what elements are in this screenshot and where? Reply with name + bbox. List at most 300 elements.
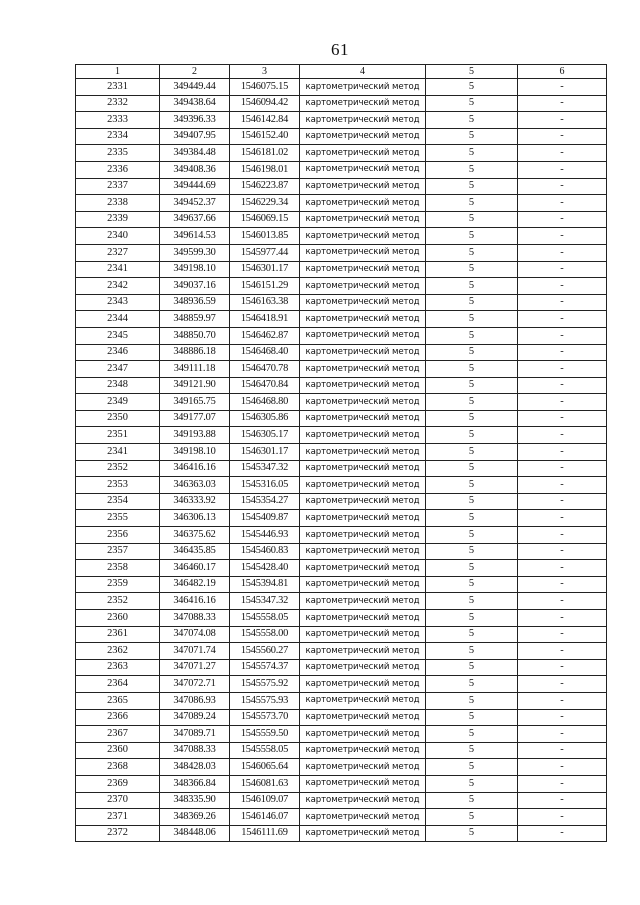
table-row — [76, 742, 607, 759]
coordinates-table — [75, 64, 607, 842]
y-coordinate-cell: 1546081.63 — [230, 775, 300, 792]
note-cell: - — [518, 493, 607, 510]
point-number-cell: 2360 — [76, 610, 160, 627]
table-row — [76, 493, 607, 510]
point-number-cell: 2342 — [76, 278, 160, 295]
y-coordinate-cell: 1545347.32 — [230, 460, 300, 477]
table-row — [76, 626, 607, 643]
note-cell: - — [518, 775, 607, 792]
accuracy-cell: 5 — [426, 643, 518, 660]
y-coordinate-cell: 1545559.50 — [230, 726, 300, 743]
point-number-cell: 2341 — [76, 261, 160, 278]
point-number-cell: 2344 — [76, 311, 160, 328]
table-body — [76, 79, 607, 842]
accuracy-cell: 5 — [426, 95, 518, 112]
point-number-cell: 2372 — [76, 825, 160, 842]
table-row — [76, 759, 607, 776]
table-row — [76, 394, 607, 411]
method-cell: картометрический метод — [300, 311, 426, 328]
table-row — [76, 311, 607, 328]
point-number-cell: 2357 — [76, 543, 160, 560]
x-coordinate-cell: 349111.18 — [160, 361, 230, 378]
x-coordinate-cell: 349599.30 — [160, 244, 230, 261]
method-cell: картометрический метод — [300, 79, 426, 96]
accuracy-cell: 5 — [426, 676, 518, 693]
accuracy-cell: 5 — [426, 327, 518, 344]
method-cell: картометрический метод — [300, 112, 426, 129]
point-number-cell: 2354 — [76, 493, 160, 510]
method-cell: картометрический метод — [300, 593, 426, 610]
x-coordinate-cell: 346333.92 — [160, 493, 230, 510]
table-row — [76, 410, 607, 427]
method-cell: картометрический метод — [300, 809, 426, 826]
note-cell: - — [518, 95, 607, 112]
y-coordinate-cell: 1546094.42 — [230, 95, 300, 112]
method-cell: картометрический метод — [300, 510, 426, 527]
table-row — [76, 510, 607, 527]
y-coordinate-cell: 1545460.83 — [230, 543, 300, 560]
table-row — [76, 327, 607, 344]
note-cell: - — [518, 593, 607, 610]
method-cell: картометрический метод — [300, 527, 426, 544]
y-coordinate-cell: 1546223.87 — [230, 178, 300, 195]
y-coordinate-cell: 1546181.02 — [230, 145, 300, 162]
table-header-row — [76, 65, 607, 79]
x-coordinate-cell: 349396.33 — [160, 112, 230, 129]
x-coordinate-cell: 347088.33 — [160, 742, 230, 759]
accuracy-cell: 5 — [426, 809, 518, 826]
x-coordinate-cell: 349637.66 — [160, 211, 230, 228]
point-number-cell: 2368 — [76, 759, 160, 776]
x-coordinate-cell: 347074.08 — [160, 626, 230, 643]
note-cell: - — [518, 128, 607, 145]
method-cell: картометрический метод — [300, 344, 426, 361]
point-number-cell: 2333 — [76, 112, 160, 129]
point-number-cell: 2353 — [76, 477, 160, 494]
accuracy-cell: 5 — [426, 825, 518, 842]
method-cell: картометрический метод — [300, 792, 426, 809]
point-number-cell: 2340 — [76, 228, 160, 245]
table-row — [76, 460, 607, 477]
note-cell: - — [518, 394, 607, 411]
column-header: 3 — [230, 65, 300, 79]
method-cell: картометрический метод — [300, 460, 426, 477]
accuracy-cell: 5 — [426, 709, 518, 726]
y-coordinate-cell: 1546470.84 — [230, 377, 300, 394]
point-number-cell: 2365 — [76, 692, 160, 709]
accuracy-cell: 5 — [426, 560, 518, 577]
note-cell: - — [518, 692, 607, 709]
method-cell: картометрический метод — [300, 610, 426, 627]
table-row — [76, 692, 607, 709]
x-coordinate-cell: 348335.90 — [160, 792, 230, 809]
accuracy-cell: 5 — [426, 593, 518, 610]
x-coordinate-cell: 349449.44 — [160, 79, 230, 96]
table-row — [76, 95, 607, 112]
method-cell: картометрический метод — [300, 294, 426, 311]
table-row — [76, 527, 607, 544]
x-coordinate-cell: 349438.64 — [160, 95, 230, 112]
method-cell: картометрический метод — [300, 95, 426, 112]
accuracy-cell: 5 — [426, 161, 518, 178]
table-row — [76, 444, 607, 461]
point-number-cell: 2351 — [76, 427, 160, 444]
y-coordinate-cell: 1546065.64 — [230, 759, 300, 776]
accuracy-cell: 5 — [426, 493, 518, 510]
y-coordinate-cell: 1545354.27 — [230, 493, 300, 510]
y-coordinate-cell: 1545977.44 — [230, 244, 300, 261]
y-coordinate-cell: 1546470.78 — [230, 361, 300, 378]
note-cell: - — [518, 228, 607, 245]
y-coordinate-cell: 1546198.01 — [230, 161, 300, 178]
note-cell: - — [518, 361, 607, 378]
column-header: 6 — [518, 65, 607, 79]
y-coordinate-cell: 1546305.86 — [230, 410, 300, 427]
x-coordinate-cell: 347086.93 — [160, 692, 230, 709]
accuracy-cell: 5 — [426, 477, 518, 494]
y-coordinate-cell: 1546069.15 — [230, 211, 300, 228]
method-cell: картометрический метод — [300, 775, 426, 792]
method-cell: картометрический метод — [300, 676, 426, 693]
accuracy-cell: 5 — [426, 510, 518, 527]
method-cell: картометрический метод — [300, 410, 426, 427]
method-cell: картометрический метод — [300, 327, 426, 344]
point-number-cell: 2348 — [76, 377, 160, 394]
point-number-cell: 2347 — [76, 361, 160, 378]
y-coordinate-cell: 1546075.15 — [230, 79, 300, 96]
y-coordinate-cell: 1546109.07 — [230, 792, 300, 809]
table-row — [76, 576, 607, 593]
x-coordinate-cell: 349408.36 — [160, 161, 230, 178]
method-cell: картометрический метод — [300, 244, 426, 261]
point-number-cell: 2346 — [76, 344, 160, 361]
page-number: 61 — [331, 40, 349, 59]
note-cell: - — [518, 527, 607, 544]
column-header: 1 — [76, 65, 160, 79]
note-cell: - — [518, 643, 607, 660]
point-number-cell: 2355 — [76, 510, 160, 527]
note-cell: - — [518, 659, 607, 676]
x-coordinate-cell: 348886.18 — [160, 344, 230, 361]
note-cell: - — [518, 211, 607, 228]
y-coordinate-cell: 1546163.38 — [230, 294, 300, 311]
method-cell: картометрический метод — [300, 643, 426, 660]
y-coordinate-cell: 1545394.81 — [230, 576, 300, 593]
y-coordinate-cell: 1546468.80 — [230, 394, 300, 411]
y-coordinate-cell: 1545558.00 — [230, 626, 300, 643]
x-coordinate-cell: 347072.71 — [160, 676, 230, 693]
method-cell: картометрический метод — [300, 195, 426, 212]
y-coordinate-cell: 1545573.70 — [230, 709, 300, 726]
x-coordinate-cell: 349384.48 — [160, 145, 230, 162]
method-cell: картометрический метод — [300, 477, 426, 494]
accuracy-cell: 5 — [426, 261, 518, 278]
table-row — [76, 560, 607, 577]
x-coordinate-cell: 347089.24 — [160, 709, 230, 726]
x-coordinate-cell: 349452.37 — [160, 195, 230, 212]
table-row — [76, 593, 607, 610]
table-row — [76, 161, 607, 178]
x-coordinate-cell: 346482.19 — [160, 576, 230, 593]
x-coordinate-cell: 348448.06 — [160, 825, 230, 842]
table-row — [76, 377, 607, 394]
accuracy-cell: 5 — [426, 410, 518, 427]
note-cell: - — [518, 510, 607, 527]
method-cell: картометрический метод — [300, 726, 426, 743]
x-coordinate-cell: 347071.27 — [160, 659, 230, 676]
point-number-cell: 2370 — [76, 792, 160, 809]
x-coordinate-cell: 347089.71 — [160, 726, 230, 743]
table-row — [76, 145, 607, 162]
point-number-cell: 2371 — [76, 809, 160, 826]
point-number-cell: 2343 — [76, 294, 160, 311]
method-cell: картометрический метод — [300, 493, 426, 510]
accuracy-cell: 5 — [426, 742, 518, 759]
point-number-cell: 2345 — [76, 327, 160, 344]
accuracy-cell: 5 — [426, 311, 518, 328]
table-row — [76, 211, 607, 228]
method-cell: картометрический метод — [300, 576, 426, 593]
x-coordinate-cell: 348366.84 — [160, 775, 230, 792]
accuracy-cell: 5 — [426, 195, 518, 212]
method-cell: картометрический метод — [300, 742, 426, 759]
point-number-cell: 2367 — [76, 726, 160, 743]
y-coordinate-cell: 1545558.05 — [230, 610, 300, 627]
point-number-cell: 2369 — [76, 775, 160, 792]
x-coordinate-cell: 348369.26 — [160, 809, 230, 826]
note-cell: - — [518, 460, 607, 477]
point-number-cell: 2335 — [76, 145, 160, 162]
y-coordinate-cell: 1546468.40 — [230, 344, 300, 361]
note-cell: - — [518, 610, 607, 627]
table-row — [76, 294, 607, 311]
method-cell: картометрический метод — [300, 543, 426, 560]
method-cell: картометрический метод — [300, 759, 426, 776]
note-cell: - — [518, 178, 607, 195]
method-cell: картометрический метод — [300, 692, 426, 709]
table-row — [76, 709, 607, 726]
point-number-cell: 2339 — [76, 211, 160, 228]
point-number-cell: 2361 — [76, 626, 160, 643]
note-cell: - — [518, 79, 607, 96]
accuracy-cell: 5 — [426, 112, 518, 129]
method-cell: картометрический метод — [300, 261, 426, 278]
note-cell: - — [518, 759, 607, 776]
x-coordinate-cell: 348936.59 — [160, 294, 230, 311]
y-coordinate-cell: 1546301.17 — [230, 444, 300, 461]
table-row — [76, 112, 607, 129]
accuracy-cell: 5 — [426, 527, 518, 544]
y-coordinate-cell: 1545575.92 — [230, 676, 300, 693]
y-coordinate-cell: 1545558.05 — [230, 742, 300, 759]
accuracy-cell: 5 — [426, 692, 518, 709]
method-cell: картометрический метод — [300, 361, 426, 378]
point-number-cell: 2338 — [76, 195, 160, 212]
column-header: 4 — [300, 65, 426, 79]
table-row — [76, 726, 607, 743]
x-coordinate-cell: 349614.53 — [160, 228, 230, 245]
point-number-cell: 2352 — [76, 460, 160, 477]
note-cell: - — [518, 543, 607, 560]
point-number-cell: 2331 — [76, 79, 160, 96]
accuracy-cell: 5 — [426, 244, 518, 261]
table-row — [76, 244, 607, 261]
table-row — [76, 427, 607, 444]
method-cell: картометрический метод — [300, 377, 426, 394]
y-coordinate-cell: 1546142.84 — [230, 112, 300, 129]
method-cell: картометрический метод — [300, 427, 426, 444]
x-coordinate-cell: 346435.85 — [160, 543, 230, 560]
accuracy-cell: 5 — [426, 775, 518, 792]
method-cell: картометрический метод — [300, 278, 426, 295]
y-coordinate-cell: 1546146.07 — [230, 809, 300, 826]
table-row — [76, 79, 607, 96]
point-number-cell: 2334 — [76, 128, 160, 145]
y-coordinate-cell: 1546151.29 — [230, 278, 300, 295]
note-cell: - — [518, 294, 607, 311]
note-cell: - — [518, 410, 607, 427]
accuracy-cell: 5 — [426, 79, 518, 96]
accuracy-cell: 5 — [426, 211, 518, 228]
accuracy-cell: 5 — [426, 610, 518, 627]
note-cell: - — [518, 112, 607, 129]
accuracy-cell: 5 — [426, 394, 518, 411]
x-coordinate-cell: 346416.16 — [160, 460, 230, 477]
x-coordinate-cell: 349198.10 — [160, 261, 230, 278]
point-number-cell: 2352 — [76, 593, 160, 610]
method-cell: картометрический метод — [300, 228, 426, 245]
note-cell: - — [518, 576, 607, 593]
method-cell: картометрический метод — [300, 394, 426, 411]
point-number-cell: 2363 — [76, 659, 160, 676]
note-cell: - — [518, 477, 607, 494]
column-header: 2 — [160, 65, 230, 79]
table-row — [76, 792, 607, 809]
point-number-cell: 2350 — [76, 410, 160, 427]
accuracy-cell: 5 — [426, 460, 518, 477]
y-coordinate-cell: 1546229.34 — [230, 195, 300, 212]
point-number-cell: 2364 — [76, 676, 160, 693]
point-number-cell: 2327 — [76, 244, 160, 261]
note-cell: - — [518, 444, 607, 461]
x-coordinate-cell: 346363.03 — [160, 477, 230, 494]
accuracy-cell: 5 — [426, 278, 518, 295]
x-coordinate-cell: 349444.69 — [160, 178, 230, 195]
y-coordinate-cell: 1545428.40 — [230, 560, 300, 577]
x-coordinate-cell: 346416.16 — [160, 593, 230, 610]
table-row — [76, 228, 607, 245]
point-number-cell: 2341 — [76, 444, 160, 461]
x-coordinate-cell: 348428.03 — [160, 759, 230, 776]
method-cell: картометрический метод — [300, 161, 426, 178]
table-row — [76, 543, 607, 560]
point-number-cell: 2362 — [76, 643, 160, 660]
accuracy-cell: 5 — [426, 344, 518, 361]
y-coordinate-cell: 1545347.32 — [230, 593, 300, 610]
method-cell: картометрический метод — [300, 560, 426, 577]
note-cell: - — [518, 809, 607, 826]
y-coordinate-cell: 1545574.37 — [230, 659, 300, 676]
note-cell: - — [518, 377, 607, 394]
point-number-cell: 2336 — [76, 161, 160, 178]
note-cell: - — [518, 278, 607, 295]
table-row — [76, 344, 607, 361]
accuracy-cell: 5 — [426, 178, 518, 195]
method-cell: картометрический метод — [300, 709, 426, 726]
note-cell: - — [518, 825, 607, 842]
method-cell: картометрический метод — [300, 211, 426, 228]
table-row — [76, 610, 607, 627]
table-row — [76, 278, 607, 295]
y-coordinate-cell: 1546305.17 — [230, 427, 300, 444]
y-coordinate-cell: 1546301.17 — [230, 261, 300, 278]
table-row — [76, 659, 607, 676]
table-row — [76, 825, 607, 842]
accuracy-cell: 5 — [426, 543, 518, 560]
x-coordinate-cell: 349121.90 — [160, 377, 230, 394]
point-number-cell: 2337 — [76, 178, 160, 195]
note-cell: - — [518, 327, 607, 344]
y-coordinate-cell: 1546152.40 — [230, 128, 300, 145]
table-row — [76, 643, 607, 660]
table-row — [76, 261, 607, 278]
point-number-cell: 2349 — [76, 394, 160, 411]
y-coordinate-cell: 1545446.93 — [230, 527, 300, 544]
point-number-cell: 2366 — [76, 709, 160, 726]
y-coordinate-cell: 1545316.05 — [230, 477, 300, 494]
note-cell: - — [518, 560, 607, 577]
table-row — [76, 809, 607, 826]
note-cell: - — [518, 161, 607, 178]
point-number-cell: 2359 — [76, 576, 160, 593]
accuracy-cell: 5 — [426, 659, 518, 676]
note-cell: - — [518, 676, 607, 693]
accuracy-cell: 5 — [426, 427, 518, 444]
accuracy-cell: 5 — [426, 294, 518, 311]
y-coordinate-cell: 1546418.91 — [230, 311, 300, 328]
x-coordinate-cell: 346375.62 — [160, 527, 230, 544]
y-coordinate-cell: 1546013.85 — [230, 228, 300, 245]
point-number-cell: 2358 — [76, 560, 160, 577]
table-row — [76, 195, 607, 212]
note-cell: - — [518, 244, 607, 261]
method-cell: картометрический метод — [300, 626, 426, 643]
x-coordinate-cell: 348859.97 — [160, 311, 230, 328]
x-coordinate-cell: 348850.70 — [160, 327, 230, 344]
x-coordinate-cell: 346306.13 — [160, 510, 230, 527]
note-cell: - — [518, 261, 607, 278]
accuracy-cell: 5 — [426, 377, 518, 394]
x-coordinate-cell: 349198.10 — [160, 444, 230, 461]
accuracy-cell: 5 — [426, 759, 518, 776]
y-coordinate-cell: 1545409.87 — [230, 510, 300, 527]
y-coordinate-cell: 1546462.87 — [230, 327, 300, 344]
method-cell: картометрический метод — [300, 825, 426, 842]
x-coordinate-cell: 349407.95 — [160, 128, 230, 145]
point-number-cell: 2332 — [76, 95, 160, 112]
table-row — [76, 178, 607, 195]
accuracy-cell: 5 — [426, 145, 518, 162]
y-coordinate-cell: 1545575.93 — [230, 692, 300, 709]
method-cell: картометрический метод — [300, 659, 426, 676]
note-cell: - — [518, 311, 607, 328]
method-cell: картометрический метод — [300, 444, 426, 461]
x-coordinate-cell: 347071.74 — [160, 643, 230, 660]
x-coordinate-cell: 349193.88 — [160, 427, 230, 444]
note-cell: - — [518, 145, 607, 162]
table-row — [76, 477, 607, 494]
note-cell: - — [518, 344, 607, 361]
